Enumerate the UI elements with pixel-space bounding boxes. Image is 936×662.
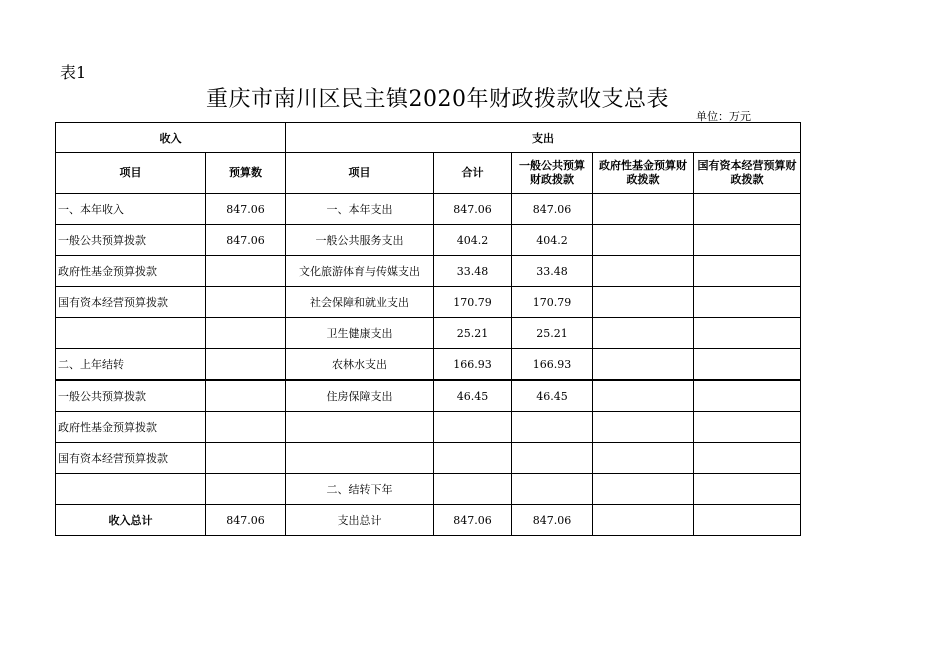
expense-total bbox=[434, 443, 512, 474]
expense-item: 农林水支出 bbox=[286, 349, 434, 381]
income-item: 政府性基金预算拨款 bbox=[56, 256, 206, 287]
table-row bbox=[56, 225, 801, 256]
expense-general: 847.06 bbox=[512, 194, 593, 225]
expense-fund bbox=[593, 474, 694, 505]
expense-state bbox=[694, 380, 801, 412]
income-item: 国有资本经营预算拨款 bbox=[56, 287, 206, 318]
income-header: 收入 bbox=[56, 123, 286, 153]
income-budget bbox=[206, 256, 286, 287]
expense-total: 170.79 bbox=[434, 287, 512, 318]
unit-label: 单位：万元 bbox=[696, 110, 751, 123]
expense-general: 25.21 bbox=[512, 318, 593, 349]
income-budget bbox=[206, 349, 286, 381]
expense-item: 文化旅游体育与传媒支出 bbox=[286, 256, 434, 287]
expense-item: 一般公共服务支出 bbox=[286, 225, 434, 256]
expense-state bbox=[694, 412, 801, 443]
expense-total: 46.45 bbox=[434, 380, 512, 412]
expense-state bbox=[694, 194, 801, 225]
expense-item: 住房保障支出 bbox=[286, 380, 434, 412]
col-total: 合计 bbox=[434, 153, 512, 194]
expense-item: 卫生健康支出 bbox=[286, 318, 434, 349]
total-row bbox=[56, 505, 801, 536]
expense-general bbox=[512, 412, 593, 443]
col-fund: 政府性基金预算财政拨款 bbox=[593, 153, 694, 194]
income-budget bbox=[206, 287, 286, 318]
expense-state bbox=[694, 225, 801, 256]
expense-fund bbox=[593, 287, 694, 318]
expense-state bbox=[694, 318, 801, 349]
col-budget: 预算数 bbox=[206, 153, 286, 194]
expense-general bbox=[512, 443, 593, 474]
income-total-label: 收入总计 bbox=[56, 505, 206, 536]
expense-fund bbox=[593, 380, 694, 412]
expense-total: 25.21 bbox=[434, 318, 512, 349]
header-row-1 bbox=[56, 123, 801, 153]
expense-general: 46.45 bbox=[512, 380, 593, 412]
income-item: 国有资本经营预算拨款 bbox=[56, 443, 206, 474]
expense-total: 166.93 bbox=[434, 349, 512, 381]
expense-state bbox=[694, 474, 801, 505]
table-row bbox=[56, 380, 801, 412]
col-state: 国有资本经营预算财政拨款 bbox=[694, 153, 801, 194]
expense-fund bbox=[593, 225, 694, 256]
expense-general: 404.2 bbox=[512, 225, 593, 256]
expense-total: 847.06 bbox=[434, 505, 512, 536]
table-row bbox=[56, 474, 801, 505]
expense-header: 支出 bbox=[286, 123, 801, 153]
income-item: 一、本年收入 bbox=[56, 194, 206, 225]
expense-general: 847.06 bbox=[512, 505, 593, 536]
expense-fund bbox=[593, 349, 694, 381]
expense-state bbox=[694, 505, 801, 536]
expense-fund bbox=[593, 443, 694, 474]
header-row-2 bbox=[56, 153, 801, 194]
income-item: 一般公共预算拨款 bbox=[56, 380, 206, 412]
income-budget bbox=[206, 443, 286, 474]
table-row bbox=[56, 412, 801, 443]
income-item: 二、上年结转 bbox=[56, 349, 206, 381]
expense-fund bbox=[593, 256, 694, 287]
income-item: 政府性基金预算拨款 bbox=[56, 412, 206, 443]
income-budget bbox=[206, 380, 286, 412]
expense-general: 33.48 bbox=[512, 256, 593, 287]
page-title: 重庆市南川区民主镇2020年财政拨款收支总表 bbox=[206, 87, 669, 112]
col-expense-item: 项目 bbox=[286, 153, 434, 194]
expense-fund bbox=[593, 505, 694, 536]
expense-total: 404.2 bbox=[434, 225, 512, 256]
table-row bbox=[56, 256, 801, 287]
expense-total bbox=[434, 412, 512, 443]
expense-item: 一、本年支出 bbox=[286, 194, 434, 225]
table-row bbox=[56, 287, 801, 318]
expense-item: 社会保障和就业支出 bbox=[286, 287, 434, 318]
expense-total: 847.06 bbox=[434, 194, 512, 225]
income-budget: 847.06 bbox=[206, 194, 286, 225]
table-row bbox=[56, 318, 801, 349]
expense-item bbox=[286, 412, 434, 443]
expense-general: 166.93 bbox=[512, 349, 593, 381]
expense-total bbox=[434, 474, 512, 505]
budget-table bbox=[55, 122, 801, 536]
expense-state bbox=[694, 287, 801, 318]
col-income-item: 项目 bbox=[56, 153, 206, 194]
expense-total: 33.48 bbox=[434, 256, 512, 287]
expense-item bbox=[286, 443, 434, 474]
income-budget: 847.06 bbox=[206, 225, 286, 256]
col-general: 一般公共预算财政拨款 bbox=[512, 153, 593, 194]
expense-state bbox=[694, 349, 801, 381]
expense-state bbox=[694, 256, 801, 287]
income-item bbox=[56, 474, 206, 505]
income-item bbox=[56, 318, 206, 349]
expense-general: 170.79 bbox=[512, 287, 593, 318]
expense-fund bbox=[593, 318, 694, 349]
table-row bbox=[56, 194, 801, 225]
income-budget bbox=[206, 474, 286, 505]
income-budget bbox=[206, 412, 286, 443]
table-label: 表1 bbox=[60, 63, 87, 82]
expense-fund bbox=[593, 194, 694, 225]
table-row bbox=[56, 443, 801, 474]
expense-general bbox=[512, 474, 593, 505]
expense-item: 二、结转下年 bbox=[286, 474, 434, 505]
table-row bbox=[56, 349, 801, 381]
income-item: 一般公共预算拨款 bbox=[56, 225, 206, 256]
expense-fund bbox=[593, 412, 694, 443]
income-total-value: 847.06 bbox=[206, 505, 286, 536]
income-budget bbox=[206, 318, 286, 349]
expense-state bbox=[694, 443, 801, 474]
expense-total-label: 支出总计 bbox=[286, 505, 434, 536]
